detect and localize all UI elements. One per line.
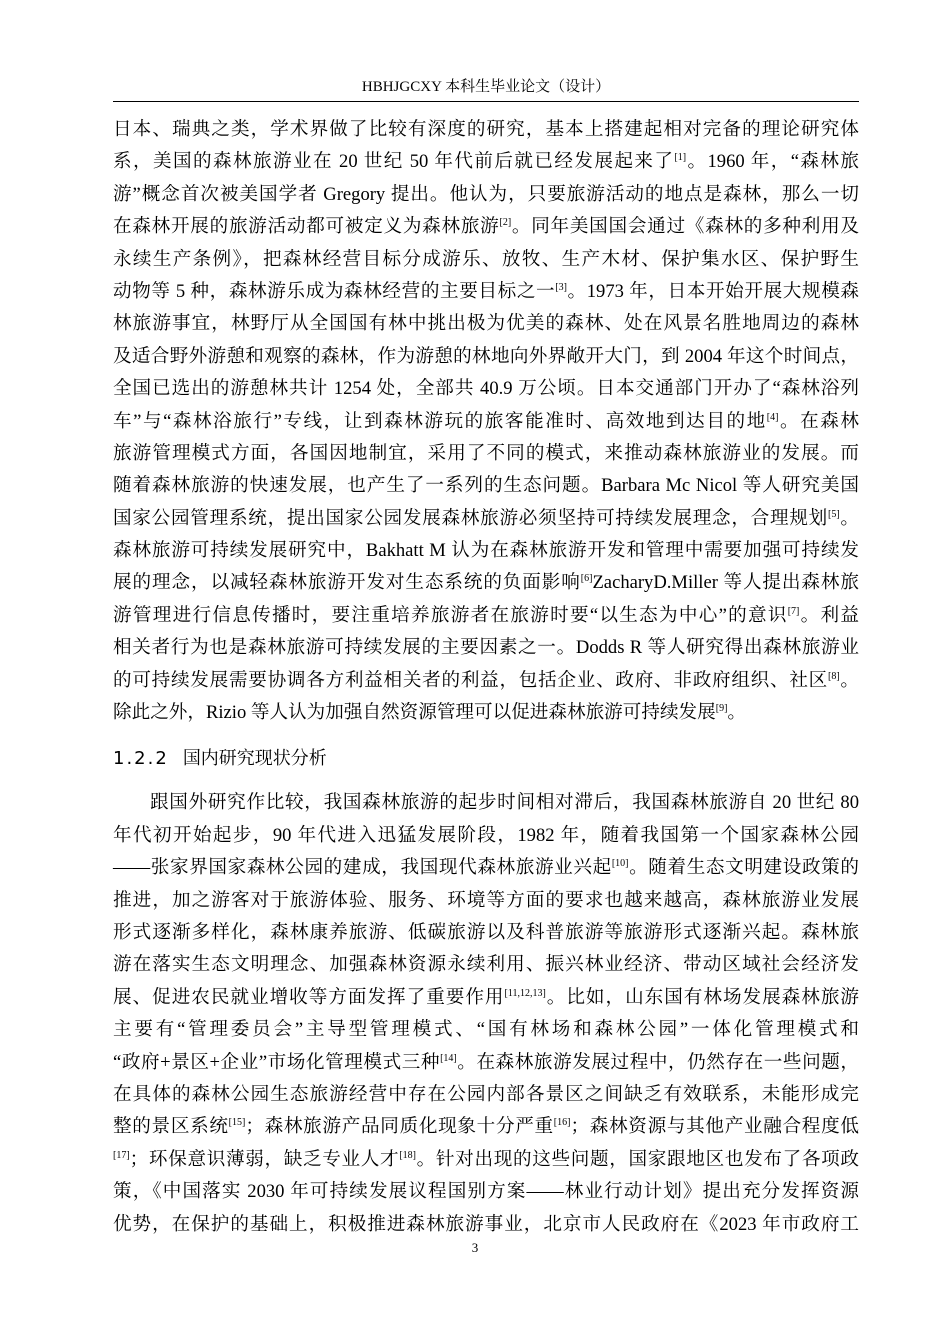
text-line: 旅游管理模式方面，各国因地制宜，采用了不同的模式，来推动森林旅游业的发展。而: [113, 442, 859, 464]
text-line: 随着森林旅游的快速发展，也产生了一系列的生态问题。Barbara Mc Nicol 等人研究美国: [113, 475, 859, 497]
text-line: 游管理进行信息传播时，要注重培养旅游者在旅游时要“以生态为中心”的意识[7]。利益: [113, 604, 859, 626]
text-line: 游”概念首次被美国学者 Gregory 提出。他认为，只要旅游活动的地点是森林，那么一切: [113, 183, 859, 205]
citation: [1]: [674, 152, 687, 164]
section-number: 1.2.2: [113, 748, 169, 770]
citation: [7]: [787, 605, 800, 617]
text-line: 优势，在保护的基础上，积极推进森林旅游事业，北京市人民政府在《2023 年市政府工: [113, 1213, 859, 1235]
text-line: 展的理念，以减轻森林旅游开发对生态系统的负面影响[6]ZacharyD.Miller 等人提出森林旅: [113, 572, 859, 594]
citation: [3]: [555, 281, 567, 293]
section-title: 国内研究现状分析: [182, 748, 327, 770]
text-line: 在森林开展的旅游活动都可被定义为森林旅游[2]。同年美国国会通过《森林的多种利用及: [113, 216, 859, 238]
citation: [8]: [827, 670, 840, 682]
text-line: 国家公园管理系统，提出国家公园发展森林旅游必须坚持可持续发展理念，合理规划[5]。: [113, 507, 859, 529]
text-line: 形式逐渐多样化，森林康养旅游、低碳旅游以及科普旅游等旅游形式逐渐兴起。森林旅: [113, 921, 859, 943]
page-body: [113, 114, 859, 1241]
citation: [11,12,13]: [504, 987, 546, 999]
citation: [4]: [766, 411, 779, 423]
running-header: [113, 76, 859, 102]
citation: [18]: [399, 1149, 416, 1161]
citation: [6]: [580, 573, 593, 585]
section-heading: [113, 733, 859, 785]
text-line: 主要有“管理委员会”主导型管理模式、“国有林场和森林公园”一体化管理模式和: [113, 1019, 859, 1041]
citation: [10]: [611, 858, 629, 870]
text-line: 整的景区系统[15]；森林旅游产品同质化现象十分严重[16]；森林资源与其他产业融合程度低: [113, 1116, 859, 1138]
text-line: 的可持续发展需要协调各方利益相关者的利益，包括企业、政府、非政府组织、社区[8]。: [113, 669, 859, 691]
page-number: 3: [471, 1240, 479, 1255]
text-line: 推进，加之游客对于旅游体验、服务、环境等方面的要求也越来越高，森林旅游业发展: [113, 889, 859, 911]
text-line: 日本、瑞典之类，学术界做了比较有深度的研究，基本上搭建起相对完备的理论研究体: [113, 119, 859, 140]
text-line: 除此之外，Rizio 等人认为加强自然资源管理可以促进森林旅游可持续发展[9]。: [113, 702, 747, 724]
text-line: 跟国外研究作比较，我国森林旅游的起步时间相对滞后，我国森林旅游自 20 世纪 80: [150, 792, 859, 814]
paragraph-foreign-research: [113, 114, 859, 729]
text-line: “政府+景区+企业”市场化管理模式三种[14]。在森林旅游发展过程中，仍然存在一些问题，: [113, 1051, 859, 1073]
text-line: 在具体的森林公园生态旅游经营中存在公园内部各景区之间缺乏有效联系，未能形成完: [113, 1083, 859, 1105]
text-line: 动物等 5 种，森林游乐成为森林经营的主要目标之一[3]。1973 年，日本开始开展大规模森: [113, 280, 859, 302]
header-title: HBHJGCXY 本科生毕业论文（设计）: [361, 79, 611, 95]
text-line: 系，美国的森林旅游业在 20 世纪 50 年代前后就已经发展起来了[1]。1960 年，“森林旅: [113, 151, 859, 173]
paragraph-domestic-research: [113, 787, 859, 1240]
text-line: 林旅游事宜，林野厅从全国国有林中挑出极为优美的森林、处在风景名胜地周边的森林: [113, 313, 859, 335]
text-line: 游在落实生态文明理念、加强森林资源永续利用、振兴林业经济、带动区域社会经济发: [113, 954, 859, 976]
citation: [14]: [440, 1052, 457, 1064]
text-line: 相关者行为也是森林旅游可持续发展的主要因素之一。Dodds R 等人研究得出森林旅游业: [113, 637, 859, 659]
text-line: 策，《中国落实 2030 年可持续发展议程国别方案——林业行动计划》提出充分发挥资源: [113, 1181, 859, 1203]
citation: [15]: [228, 1117, 246, 1129]
citation: [5]: [827, 508, 840, 520]
text-line: 年代初开始起步，90 年代进入迅猛发展阶段，1982 年，随着我国第一个国家森林公园: [113, 824, 859, 846]
text-line: 展、促进农民就业增收等方面发挥了重要作用[11,12,13]。比如，山东国有林场发展森林旅游: [113, 986, 859, 1008]
text-line: 森林旅游可持续发展研究中，Bakhatt M 认为在森林旅游开发和管理中需要加强可持续发: [113, 540, 859, 562]
citation: [9]: [715, 703, 728, 715]
citation: [2]: [499, 217, 512, 229]
text-line: 及适合野外游憩和观察的森林，作为游憩的林地向外界敞开大门，到 2004 年这个时间点，: [113, 345, 859, 367]
text-line: ——张家界国家森林公园的建成，我国现代森林旅游业兴起[10]。随着生态文明建设政策的: [113, 857, 859, 879]
citation: [17]: [113, 1149, 130, 1161]
text-line: 全国已选出的游憩林共计 1254 处，全部共 40.9 万公顷。日本交通部门开办了“森林浴列: [113, 378, 859, 400]
text-line: [17]；环保意识薄弱，缺乏专业人才[18]。针对出现的这些问题，国家跟地区也发布了各项政: [113, 1148, 859, 1170]
text-line: 车”与“森林浴旅行”专线，让到森林游玩的旅客能准时、高效地到达目的地[4]。在森林: [113, 410, 859, 432]
header-rule: [113, 101, 859, 102]
citation: [16]: [553, 1117, 571, 1129]
text-line: 永续生产条例》，把森林经营目标分成游乐、放牧、生产木材、保护集水区、保护野生: [113, 248, 859, 270]
